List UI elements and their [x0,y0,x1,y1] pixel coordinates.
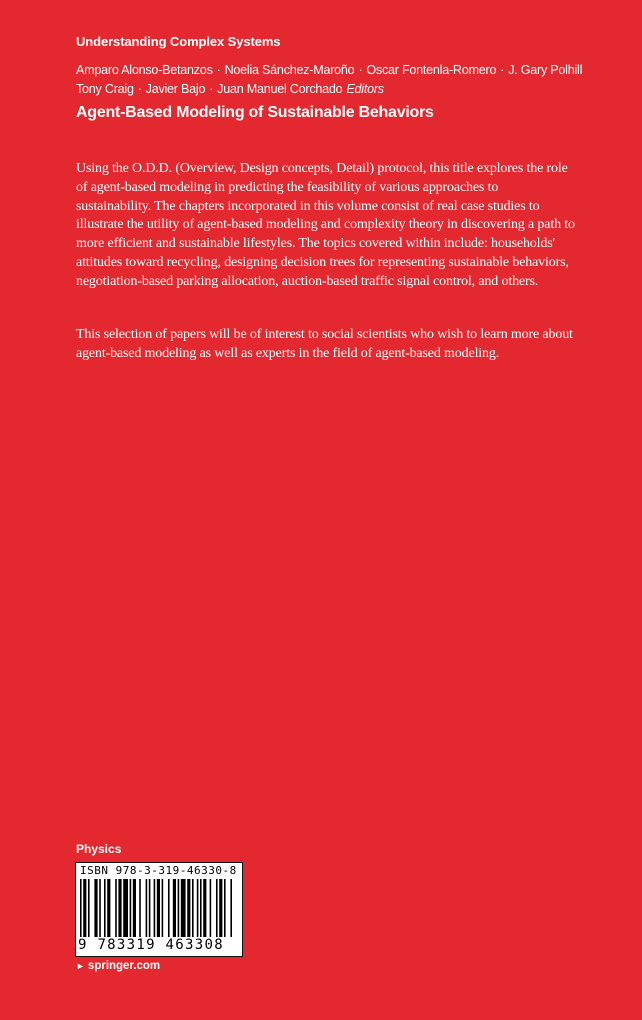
blurb-paragraph-2: This selection of papers will be of interest to social scientists who wish to learn more about agent-based modeling as well as experts in the field of agent-based modeling. [76,327,573,361]
barcode-bar [187,879,190,937]
editors-list [76,61,596,99]
editor-name: Amparo Alonso-Betanzos [76,63,213,77]
barcode-bar [168,879,170,937]
publisher-website[interactable] [76,960,160,972]
barcode-bar [192,879,194,937]
barcode-bar [203,879,206,937]
editor-name: Juan Manuel Corchado [217,82,343,96]
barcode-bar [219,879,222,937]
barcode-bar [83,879,86,937]
editor-separator: · [500,63,505,77]
book-title: Agent-Based Modeling of Sustainable Behaviors [76,104,434,121]
barcode-bar [154,879,156,937]
editors-line-1 [76,61,596,80]
editor-name: Oscar Fontenla-Romero [366,63,497,77]
editor-separator: · [358,63,363,77]
barcode-bar [104,879,106,937]
barcode-bar [94,879,97,937]
barcode-bar [88,879,90,937]
barcode-bar [173,879,176,937]
barcode-bar [80,879,82,937]
editor-name: J. Gary Polhill [508,63,583,77]
barcode-bar [146,879,148,937]
barcode-bar [216,879,218,937]
barcode-bar [197,879,199,937]
barcode-bar [133,879,136,937]
isbn-label: ISBN 978-3-319-46330-8 [80,864,237,877]
barcode-bar [130,879,132,937]
barcode-bar [210,879,212,937]
barcode-bar [107,879,110,937]
blurb-paragraph-1: Using the O.D.D. (Overview, Design concepts, Detail) protocol, this title explores the role of agent-based modeling in predicting the feasibility of various approaches to sustainability. The chapters incorporated in this volume consist of real case studies to illustrate the utility of agent-based modeling and complexity theory in discovering a path to more efficient and sustainable lifestyles. The topics covered within include: households' attitudes toward recycling, designing decision trees for representing sustainable behaviors, negotiation-based parking allocation, auction-based traffic signal control, and others. [76,161,575,289]
barcode-bar [123,879,128,937]
editor-separator: · [209,82,214,96]
barcode-bar [149,879,151,937]
arrow-right-icon: ► [76,961,85,971]
barcode-bar [118,879,121,937]
editor-name: Tony Craig [76,82,134,96]
subject-category: Physics [76,842,122,856]
barcode-bar [200,879,202,937]
website-url: springer.com [87,960,161,972]
barcode-bar [99,879,101,937]
editor-name: Javier Bajo [145,82,206,96]
editor-separator: · [137,82,142,96]
barcode-bar [162,879,164,937]
ean-digits: 9 783319 463308 [78,937,224,953]
barcode-bar [230,879,232,937]
series-name: Understanding Complex Systems [76,34,281,49]
barcode-bar [115,879,117,937]
editors-line-2 [76,80,596,99]
barcode-bar [139,879,141,937]
editor-separator: · [216,63,221,77]
editor-name: Noelia Sánchez-Maroño [224,63,355,77]
barcode-bar [224,879,226,937]
editors-role: Editors [346,82,384,96]
barcode-bars [80,879,238,937]
barcode-bar [157,879,160,937]
barcode-bar [178,879,180,937]
barcode-bar [181,879,186,937]
isbn-barcode [75,862,243,957]
